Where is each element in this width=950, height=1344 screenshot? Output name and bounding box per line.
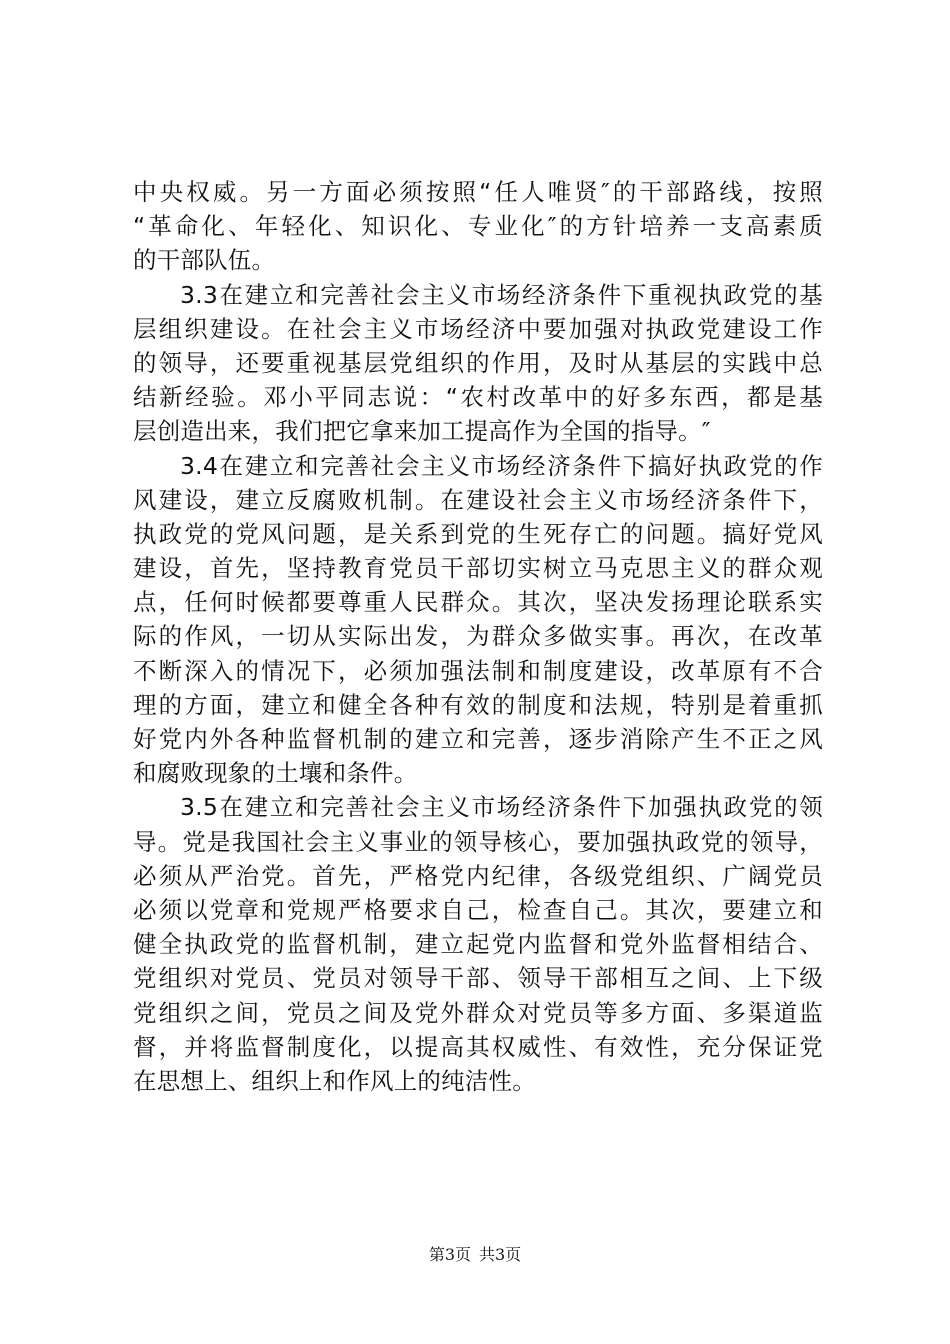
section-3-3-heading-line: 3.3在建立和完善社会主义市场经济条件下重视执政党的基 [180, 280, 823, 309]
text-line: 督，并将监督制度化，以提高其权威性、有效性，充分保证党 [133, 1032, 823, 1061]
text-line: 执政党的党风问题，是关系到党的生死存亡的问题。搞好党风 [133, 519, 823, 548]
text-line: 党组织之间，党员之间及党外群众对党员等多方面、多渠道监 [133, 998, 823, 1027]
text-line: 理的方面，建立和健全各种有效的制度和法规，特别是着重抓 [133, 690, 823, 719]
text-line: “革命化、年轻化、知识化、专业化″的方针培养一支高素质 [133, 212, 823, 241]
text-line: 必须以党章和党规严格要求自己，检查自己。其次，要建立和 [133, 895, 823, 924]
section-3-5-heading-line: 3.5在建立和完善社会主义市场经济条件下加强执政党的领 [180, 793, 823, 822]
text-line: 点，任何时候都要尊重人民群众。其次，坚决发扬理论联系实 [133, 588, 823, 617]
text-line: 层创造出来，我们把它拿来加工提高作为全国的指导。″ [133, 417, 711, 446]
text-line: 际的作风，一切从实际出发，为群众多做实事。再次，在改革 [133, 622, 823, 651]
text-line: 好党内外各种监督机制的建立和完善，逐步消除产生不正之风 [133, 725, 823, 753]
text-line: 风建设，建立反腐败机制。在建设社会主义市场经济条件下， [133, 485, 823, 514]
text-line: 必须从严治党。首先，严格党内纪律，各级党组织、广阔党员 [133, 861, 823, 890]
text-line: 和腐败现象的土壤和条件。 [133, 759, 418, 788]
text-line: 在思想上、组织上和作风上的纯洁性。 [133, 1066, 536, 1095]
text-line: 党组织对党员、党员对领导干部、领导干部相互之间、上下级 [133, 964, 823, 993]
text-line: 结新经验。邓小平同志说：“农村改革中的好多东西，都是基 [133, 383, 823, 412]
page-total: 共3页 [479, 1245, 522, 1264]
page-footer [0, 1244, 950, 1266]
text-line: 不断深入的情况下，必须加强法制和制度建设，改革原有不合 [133, 656, 823, 685]
text-line: 健全执政党的监督机制，建立起党内监督和党外监督相结合、 [133, 930, 823, 959]
text-line: 建设，首先，坚持教育党员干部切实树立马克思主义的群众观 [133, 554, 823, 583]
text-line: 的干部队伍。 [133, 246, 276, 275]
page-number: 第3页 [428, 1245, 471, 1264]
text-line: 中央权威。另一方面必须按照“任人唯贤″的干部路线，按照 [133, 178, 823, 206]
text-line: 导。党是我国社会主义事业的领导核心，要加强执政党的领导， [133, 827, 823, 856]
section-3-4-heading-line: 3.4在建立和完善社会主义市场经济条件下搞好执政党的作 [180, 451, 823, 480]
document-body [133, 175, 823, 1098]
text-line: 层组织建设。在社会主义市场经济中要加强对执政党建设工作 [133, 314, 823, 343]
text-line: 的领导，还要重视基层党组织的作用，及时从基层的实践中总 [133, 348, 823, 377]
